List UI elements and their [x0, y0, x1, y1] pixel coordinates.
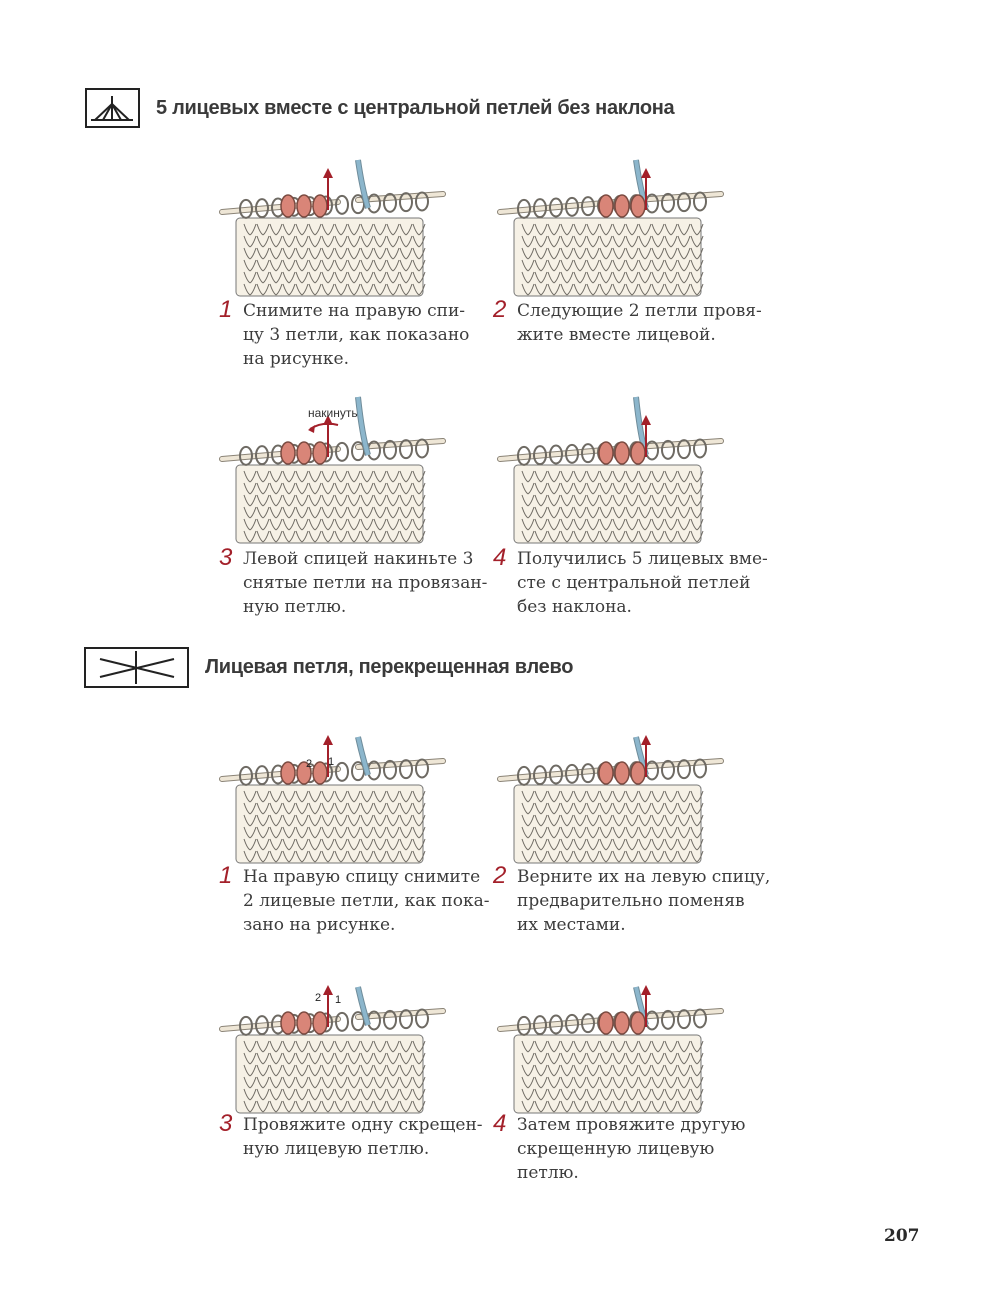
- step-number: 1: [219, 862, 233, 889]
- step-number: 3: [219, 1110, 233, 1137]
- step-text: Провяжите одну скрещен- ную лицевую петлю.: [243, 1115, 483, 1159]
- left-cross-stitch-icon: [86, 649, 187, 686]
- step-number: 1: [219, 296, 233, 323]
- step-2: [493, 298, 763, 378]
- step-4: [493, 1112, 763, 1192]
- step-number: 4: [493, 544, 507, 571]
- step-number: 3: [219, 544, 233, 571]
- illustration-step3: [218, 985, 458, 1115]
- step-number: 2: [493, 862, 507, 889]
- step-number: 4: [493, 1110, 507, 1137]
- step-text: Затем провяжите другую скрещенную лицевую петлю.: [517, 1115, 746, 1183]
- step-text: Верните их на левую спицу, предварительно поменяв их местами.: [517, 867, 771, 935]
- illustration-step1: [218, 735, 458, 865]
- step-text: Следующие 2 петли провя- жите вместе лицевой.: [517, 301, 762, 345]
- illustration-step3: [218, 395, 458, 545]
- illustration-step2: [496, 735, 736, 865]
- step-text: Получились 5 лицевых вме- сте с центральной петлей без наклона.: [517, 549, 768, 617]
- illustration-step2: [496, 158, 736, 298]
- section-title: Лицевая петля, перекрещенная влево: [205, 656, 574, 678]
- cross-symbol-box: [84, 647, 189, 688]
- loop-number-2: 2: [315, 992, 322, 1004]
- decrease-symbol-box: [85, 88, 140, 128]
- five-stitch-centered-decrease-icon: [87, 90, 138, 126]
- step-2: [493, 864, 773, 944]
- nakinut-label: накинуть: [308, 406, 358, 420]
- section-title: 5 лицевых вместе с центральной петлей без наклона: [156, 97, 675, 119]
- loop-number-1: 1: [335, 994, 342, 1006]
- step-3: [219, 544, 488, 626]
- step-text: Снимите на правую спи- цу 3 петли, как показано на рисунке.: [243, 301, 470, 369]
- step-1: [219, 298, 479, 378]
- step-number: 2: [493, 296, 507, 323]
- illustration-step4: [496, 985, 736, 1115]
- step-text: Левой спицей накиньте 3 снятые петли на провязан- ную петлю.: [243, 549, 488, 617]
- loop-number-1: 1: [328, 756, 335, 768]
- loop-number-2: 2: [306, 758, 313, 770]
- step-text: На правую спицу снимите 2 лицевые петли, как пока- зано на рисунке.: [243, 867, 490, 935]
- page-number: 207: [884, 1226, 920, 1246]
- illustration-step4: [496, 395, 736, 545]
- step-4: [493, 544, 768, 626]
- step-1: [219, 864, 489, 944]
- step-3: [219, 1112, 489, 1172]
- illustration-step1: [218, 158, 458, 298]
